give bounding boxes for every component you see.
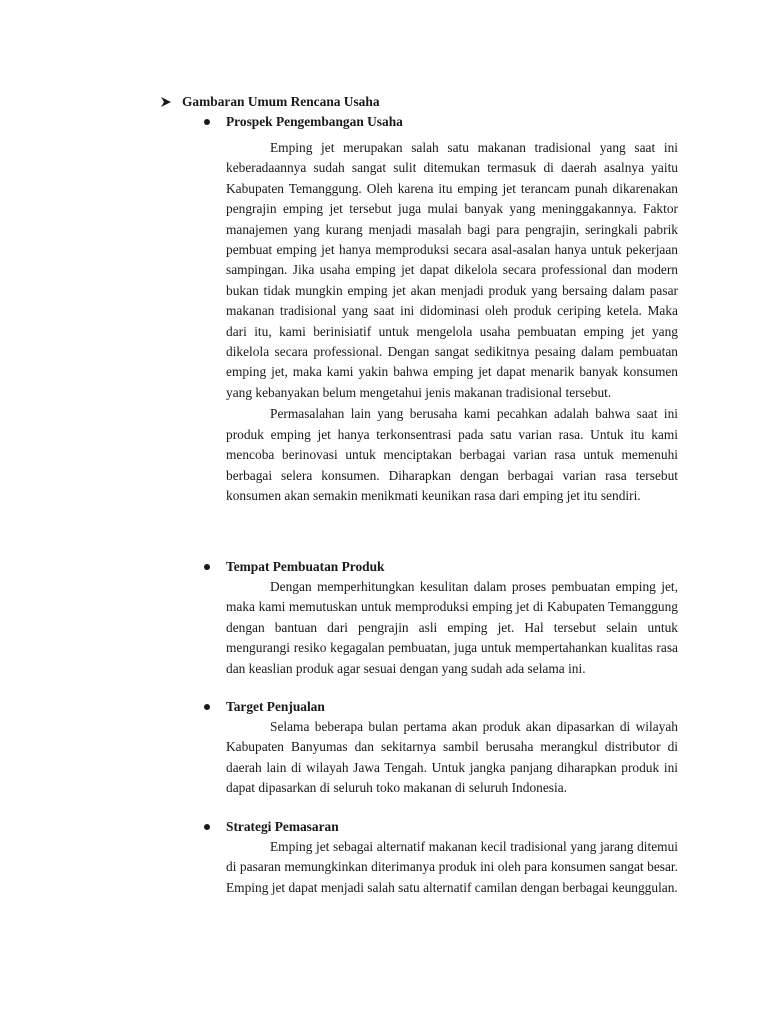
section-body — [226, 717, 678, 799]
section-prospek — [200, 113, 678, 506]
bullet-icon — [204, 119, 210, 125]
section-title-text: Target Penjualan — [226, 699, 325, 714]
arrow-bullet-icon — [160, 96, 172, 108]
section-body — [226, 577, 678, 679]
paragraph: Dengan memperhitungkan kesulitan dalam proses pembuatan emping jet, maka kami memutuskan untuk memproduksi emping jet di Kabupaten Temanggung dengan bantuan dari pengrajin asli emping jet. Hal tersebut selain untuk mengurangi resiko kegagalan pembuatan, juga untuk mempertahankan kualitas rasa dan keaslian produk agar sesuai dengan yang sudah ada selama ini. — [226, 579, 678, 676]
main-heading-text: Gambaran Umum Rencana Usaha — [182, 94, 380, 109]
section-title-text: Prospek Pengembangan Usaha — [226, 114, 403, 129]
paragraph: Emping jet merupakan salah satu makanan tradisional yang saat ini keberadaannya sudah sangat sulit ditemukan termasuk di daerah asalnya yaitu Kabupaten Temanggung. Oleh karena itu emping jet terancam punah dikarenakan pengrajin emping jet tersebut juga mulai banyak yang meninggakannya. Faktor manajemen yang kurang menjadi masalah bagi para pengrajin, seringkali pabrik pembuat emping jet hanya memproduksi secara asal-asalan hanya untuk pekerjaan sampingan. Jika usaha emping jet dapat dikelola secara professional dan modern bukan tidak mungkin emping jet akan menjadi produk yang bersaing dalam pasar makanan tradisional yang saat ini didominasi oleh produk ceriping ketela. Maka dari itu, kami berinisiatif untuk mengelola usaha pembuatan emping jet yang dikelola secara professional. Dengan sangat sedikitnya pesaing dalam pembuatan emping jet, maka kami yakin bahwa emping jet dapat menarik banyak konsumen yang kebanyakan belum mengetahui jenis makanan tradisional tersebut. — [226, 140, 678, 400]
paragraph: Selama beberapa bulan pertama akan produk akan dipasarkan di wilayah Kabupaten Banyumas dan sekitarnya sambil berusaha merangkul distributor di daerah lain di wilayah Jawa Tengah. Untuk jangka panjang diharapkan produk ini dapat dipasarkan di seluruh toko makanan di seluruh Indonesia. — [226, 719, 678, 796]
paragraph: Emping jet sebagai alternatif makanan kecil tradisional yang jarang ditemui di pasaran memungkinkan diterimanya produk ini oleh para konsumen sangat besar. Emping jet dapat menjadi salah satu alternatif camilan dengan berbagai keunggulan. — [226, 839, 678, 895]
bullet-icon — [204, 564, 210, 570]
section-title — [200, 113, 678, 131]
section-title — [200, 818, 678, 836]
section-body — [226, 837, 678, 898]
section-title — [200, 558, 678, 576]
section-title-text: Strategi Pemasaran — [226, 819, 339, 834]
bullet-icon — [204, 824, 210, 830]
section-title — [200, 698, 678, 716]
section-tempat — [200, 558, 678, 679]
section-title-text: Tempat Pembuatan Produk — [226, 559, 385, 574]
section-body — [226, 138, 678, 506]
section-strategi — [200, 818, 678, 898]
paragraph: Permasalahan lain yang berusaha kami pecahkan adalah bahwa saat ini produk emping jet hanya terkonsentrasi pada satu varian rasa. Untuk itu kami mencoba berinovasi untuk menciptakan berbagai varian rasa untuk memenuhi berbagai selera konsumen. Diharapkan dengan berbagai varian rasa tersebut konsumen akan semakin menikmati keunikan rasa dari emping jet itu sendiri. — [226, 406, 678, 503]
main-heading — [160, 93, 380, 111]
bullet-icon — [204, 704, 210, 710]
section-target — [200, 698, 678, 799]
